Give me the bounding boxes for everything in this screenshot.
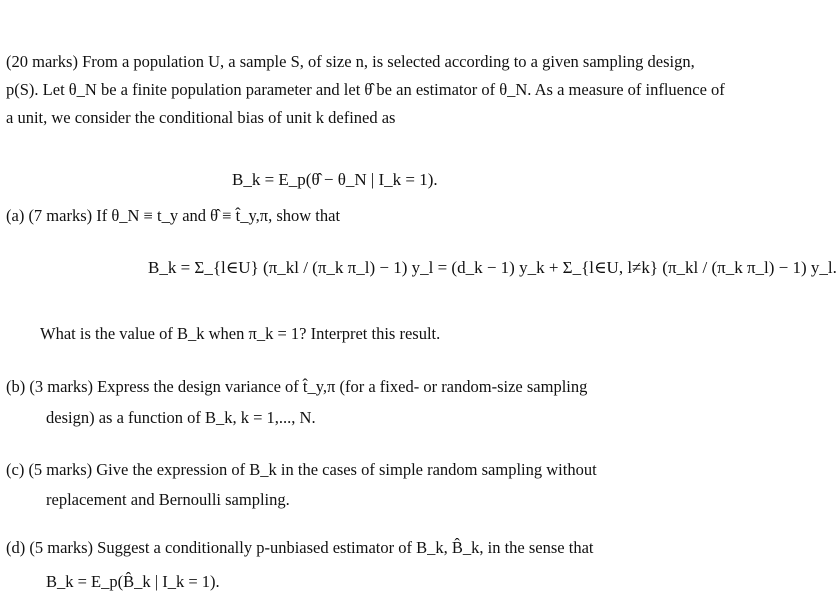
part-d-line1: [6, 538, 593, 558]
part-a-line: [6, 206, 340, 226]
part-b-text2: design) as a function of B_k, k = 1,..., N.: [46, 408, 316, 427]
part-d-text1: (d) (5 marks) Suggest a conditionally p-unbiased estimator of B_k, B̂_k, in the sense that: [6, 538, 594, 557]
intro-text: (20 marks) From a population U, a sample S, of size n, is selected according to a given sampling design, p(S). Let θ_N be a finite population parameter and let θ̂ be an estimator of θ_N. As a measure of influence of a unit, we consider the conditional bias of unit k defined as: [6, 52, 725, 127]
part-c-line2: [46, 490, 290, 510]
part-c-text2: replacement and Bernoulli sampling.: [46, 490, 290, 509]
part-b-line2: [46, 408, 316, 428]
equation-bias-definition: [232, 170, 438, 190]
part-a-text: (a) (7 marks) If θ_N ≡ t_y and θ̂ ≡ t̂_y,π, show that: [6, 206, 341, 225]
equation-bias-expression-text: B_k = Σ_{l∈U} (π_kl / (π_k π_l) − 1) y_l = (d_k − 1) y_k + Σ_{l∈U, l≠k} (π_kl / (π_k π_l) − 1) y_l.: [148, 258, 837, 277]
part-a-question: [40, 324, 440, 344]
equation-bias-expression: [148, 258, 837, 278]
part-d-line2: [46, 572, 220, 592]
intro-paragraph: [6, 48, 726, 132]
part-c-line1: [6, 460, 597, 480]
part-b-text1: (b) (3 marks) Express the design variance of t̂_y,π (for a fixed- or random-size sampling: [6, 377, 588, 396]
part-b-line1: [6, 377, 587, 397]
part-a-question-text: What is the value of B_k when π_k = 1? Interpret this result.: [40, 324, 441, 343]
part-c-text1: (c) (5 marks) Give the expression of B_k in the cases of simple random sampling without: [6, 460, 597, 479]
equation-bias-definition-text: B_k = E_p(θ̂ − θ_N | I_k = 1).: [232, 170, 438, 189]
part-d-text2: B_k = E_p(B̂_k | I_k = 1).: [46, 572, 220, 591]
